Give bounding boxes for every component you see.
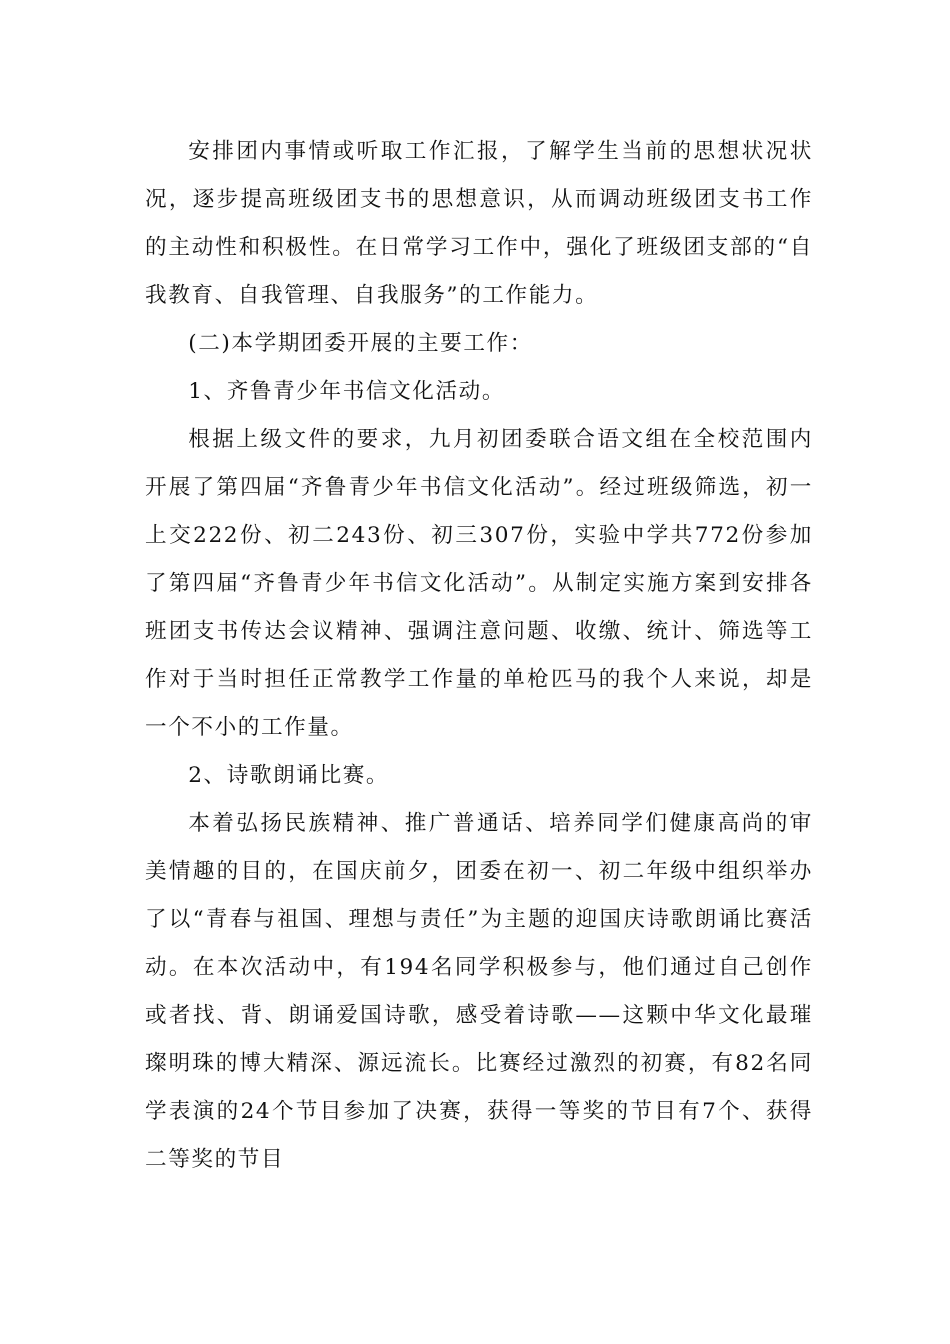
document-body: [145, 128, 813, 1184]
item-heading-letter-activity: 1、齐鲁青少年书信文化活动。: [188, 379, 506, 404]
paragraph-letter-activity: 根据上级文件的要求，九月初团委联合语文组在全校范围内开展了第四届“齐鲁青少年书信文化活动”。经过班级筛选，初一上交222份、初二243份、初三307份，实验中学共772份参加了第四届“齐鲁青少年书信文化活动”。从制定实施方案到安排各班团支书传达会议精神、强调注意问题、收缴、统计、筛选等工作对于当时担任正常教学工作量的单枪匹马的我个人来说，却是一个不小的工作量。: [145, 427, 813, 740]
item-heading-poetry-contest: 2、诗歌朗诵比赛。: [188, 763, 390, 788]
paragraph-poetry-contest: 本着弘扬民族精神、推广普通话、培养同学们健康高尚的审美情趣的目的，在国庆前夕，团委在初一、初二年级中组织举办了以“青春与祖国、理想与责任”为主题的迎国庆诗歌朗诵比赛活动。在本次活动中，有194名同学积极参与，他们通过自己创作或者找、背、朗诵爱国诗歌，感受着诗歌——这颗中华文化最璀璨明珠的博大精深、源远流长。比赛经过激烈的初赛，有82名同学表演的24个节目参加了决赛，获得一等奖的节目有7个、获得二等奖的节目: [145, 811, 813, 1172]
section-heading-main-work: (二)本学期团委开展的主要工作：: [188, 331, 533, 356]
paragraph-team-affairs: 安排团内事情或听取工作汇报，了解学生当前的思想状况状况，逐步提高班级团支书的思想意识，从而调动班级团支书工作的主动性和积极性。在日常学习工作中，强化了班级团支部的“自我教育、自我管理、自我服务”的工作能力。: [145, 139, 813, 308]
